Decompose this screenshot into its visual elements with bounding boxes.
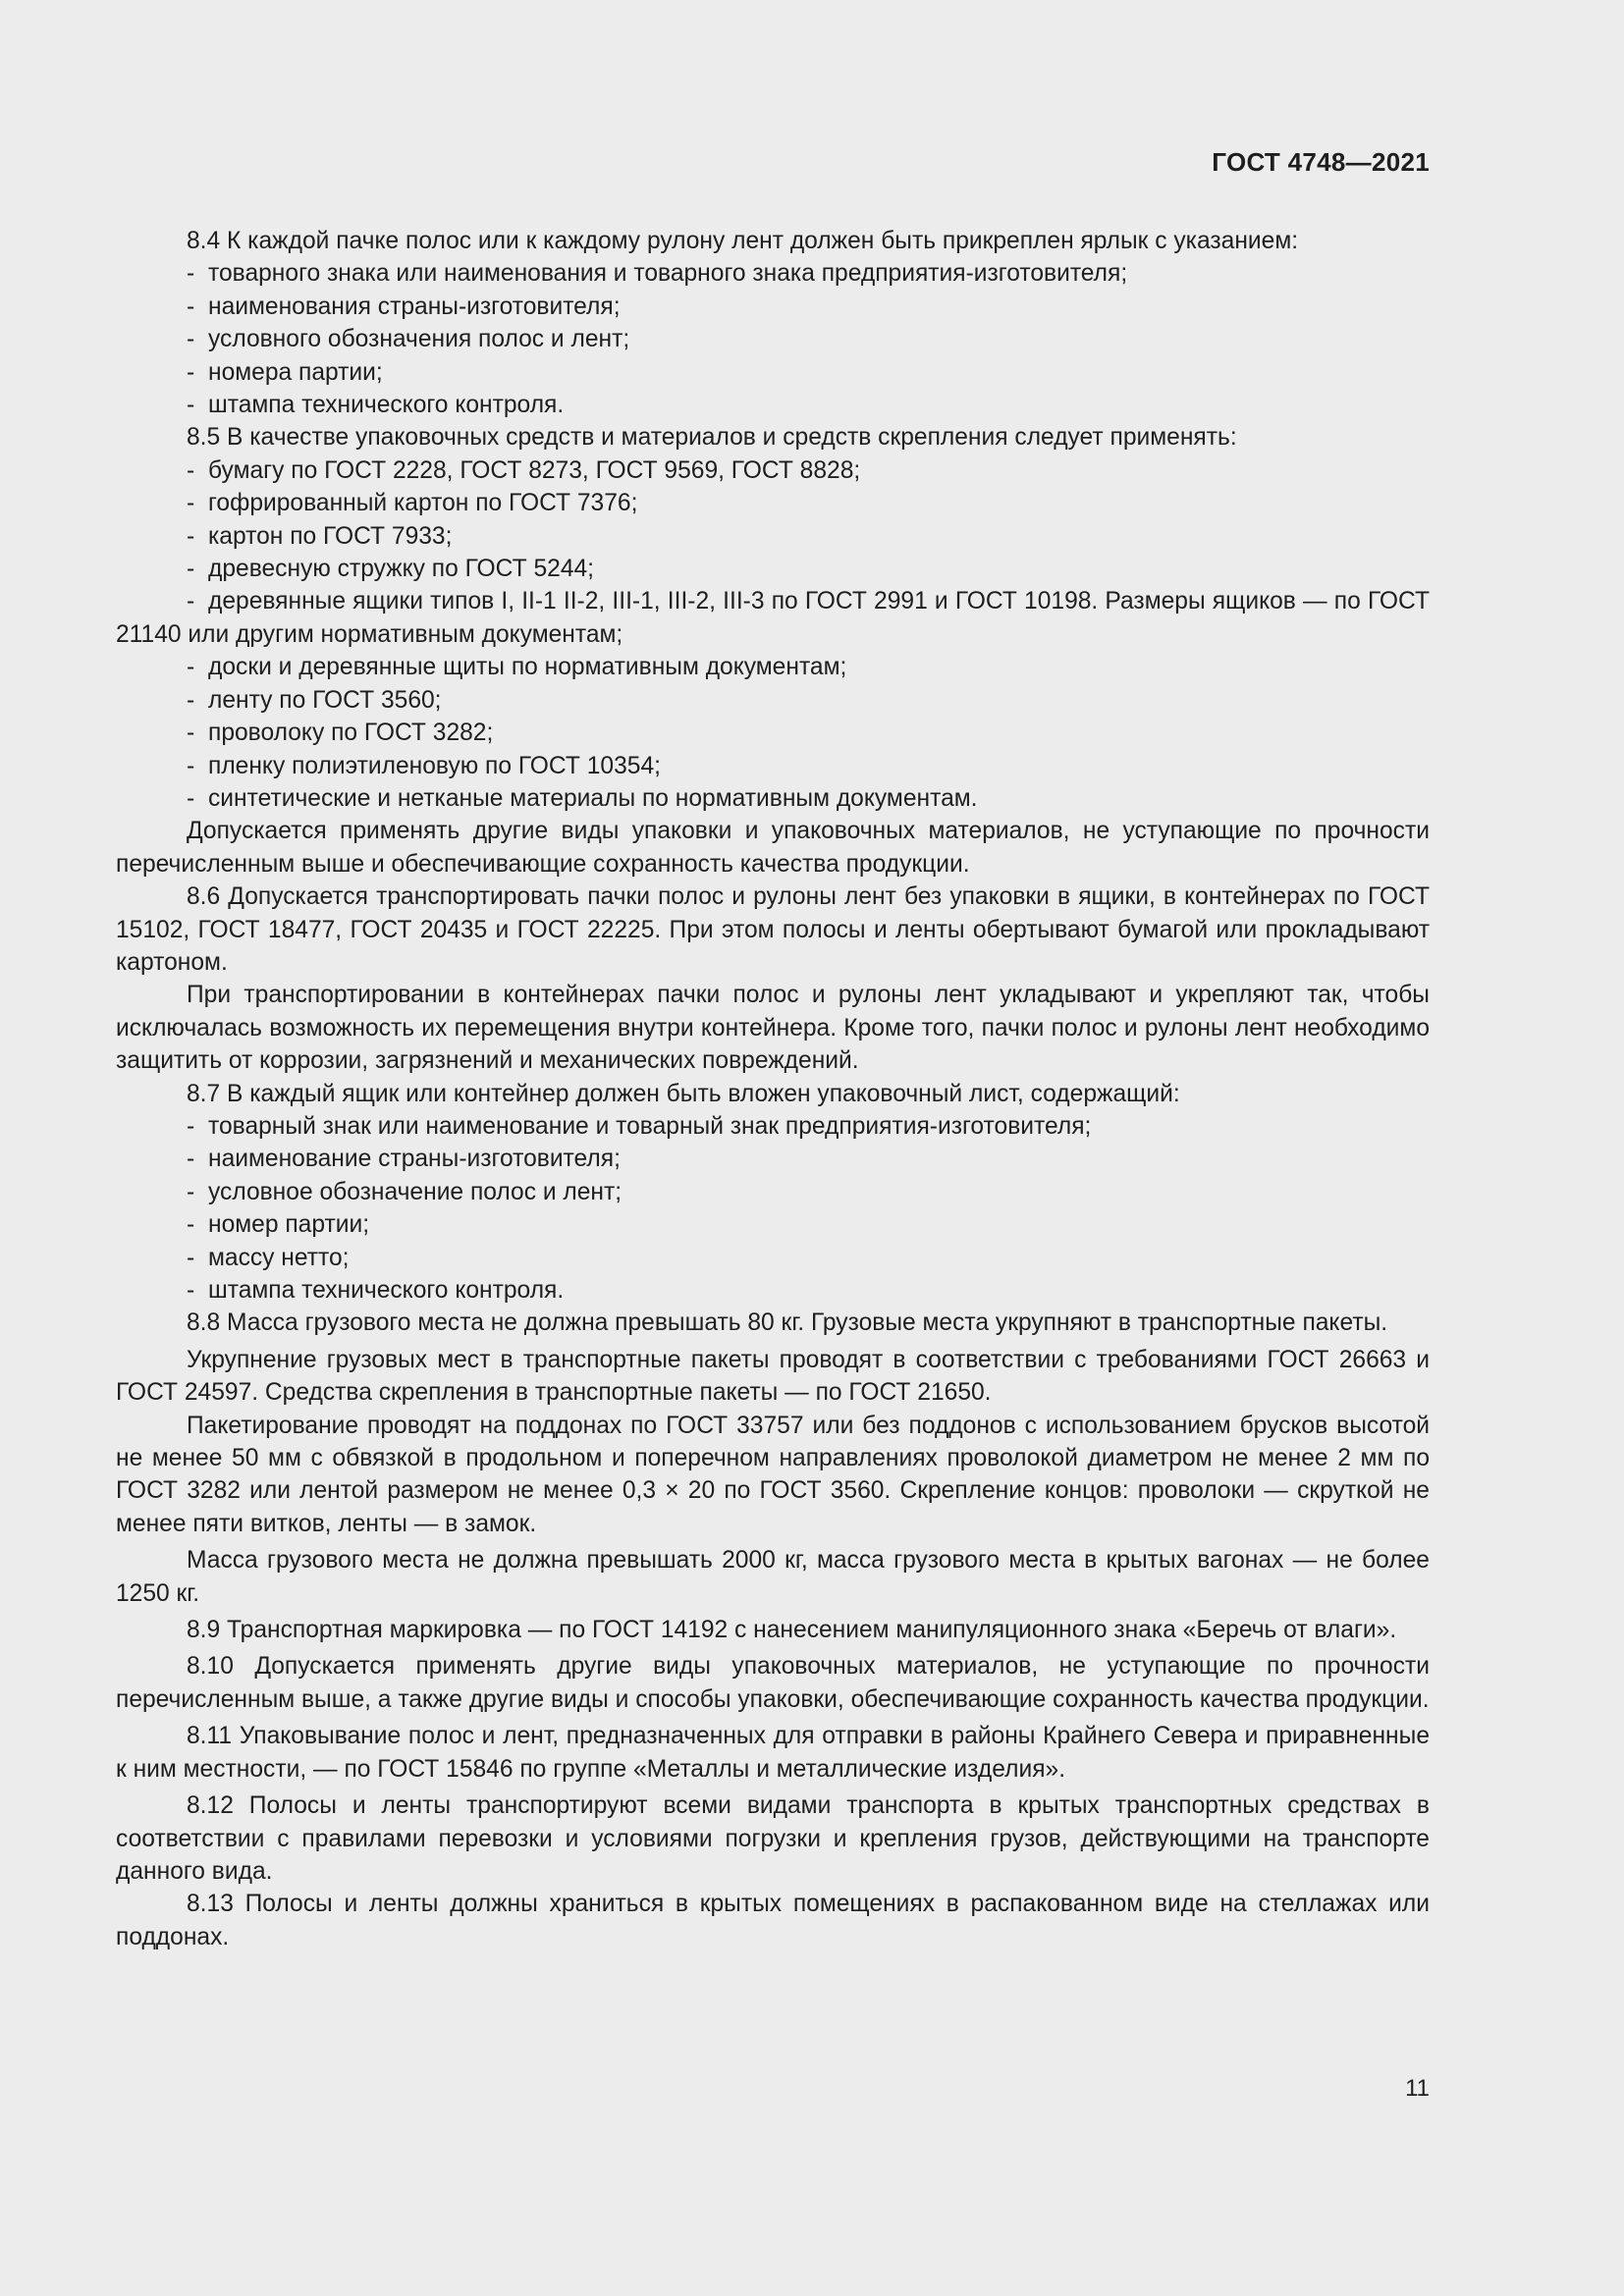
page-number: 11 bbox=[1405, 2075, 1430, 2102]
list-item: - ленту по ГОСТ 3560; bbox=[187, 686, 442, 714]
clause-8-12: 8.12 Полосы и ленты транспортируют всеми видами транспорта в крытых транспортных средствах в соответствии с правилами перевозки и условиями погрузки и крепления грузов, действующими на транспорте данного вида. bbox=[116, 1792, 1430, 1885]
clause-8-5-note: Допускается применять другие виды упаковки и упаковочных материалов, не уступающие по прочности перечисленным выше и обеспечивающие сохранность качества продукции. bbox=[116, 818, 1430, 878]
list-item: - товарного знака или наименования и товарного знака предприятия-изготовителя; bbox=[187, 260, 1128, 288]
list-item: - штампа технического контроля. bbox=[187, 1277, 565, 1304]
clause-8-9: 8.9 Транспортная маркировка — по ГОСТ 14192 с нанесением манипуляционного знака «Беречь от влаги». bbox=[187, 1617, 1397, 1644]
list-item: - доски и деревянные щиты по нормативным документам; bbox=[187, 654, 847, 681]
list-item: - товарный знак или наименование и товарный знак предприятия-изготовителя; bbox=[187, 1112, 1092, 1140]
clause-8-10: 8.10 Допускается применять другие виды упаковочных материалов, не уступающие по прочности перечисленным выше, а также другие виды и способы упаковки, обеспечивающие сохранность качества продукции. bbox=[116, 1653, 1430, 1713]
clause-8-8: 8.8 Масса грузового места не должна превышать 80 кг. Грузовые места укрупняют в транспортные пакеты. bbox=[187, 1309, 1388, 1337]
clause-8-6-paragraph: При транспортировании в контейнерах пачки полос и рулоны лент укладывают и укрепляют так, чтобы исключалась возможность их перемещения внутри контейнера. Кроме того, пачки полос и рулоны лент необходимо защитить от коррозии, загрязнений и механических повреждений. bbox=[116, 982, 1430, 1075]
list-item: - бумагу по ГОСТ 2228, ГОСТ 8273, ГОСТ 9569, ГОСТ 8828; bbox=[187, 456, 861, 484]
list-item: - условного обозначения полос и лент; bbox=[187, 326, 630, 353]
list-item: - номера партии; bbox=[187, 358, 383, 386]
list-item: - синтетические и нетканые материалы по нормативным документам. bbox=[187, 784, 978, 812]
list-item: - картон по ГОСТ 7933; bbox=[187, 522, 453, 550]
clause-8-5: 8.5 В качестве упаковочных средств и материалов и средств скрепления следует применять: bbox=[187, 424, 1237, 452]
clause-8-11: 8.11 Упаковывание полос и лент, предназначенных для отправки в районы Крайнего Севера и приравненные к ним местности, — по ГОСТ 15846 по группе «Металлы и металлические изделия». bbox=[116, 1723, 1430, 1783]
clause-8-13: 8.13 Полосы и ленты должны храниться в крытых помещениях в распакованном виде на стеллажах или поддонах. bbox=[116, 1891, 1430, 1950]
clause-8-8-paragraph: Пакетирование проводят на поддонах по ГОСТ 33757 или без поддонов с использованием брусков высотой не менее 50 мм с обвязкой в продольном и поперечном направлениях проволокой диаметром не менее 2 мм по ГОСТ 3282 или лентой размером не менее 0,3 × 20 по ГОСТ 3560. Скрепление концов: проволоки — скруткой не менее пяти витков, ленты — в замок. bbox=[116, 1412, 1430, 1537]
document-header: ГОСТ 4748—2021 bbox=[1212, 147, 1430, 177]
list-item: - условное обозначение полос и лент; bbox=[187, 1178, 623, 1205]
list-item: - наименование страны-изготовителя; bbox=[187, 1146, 621, 1173]
list-item: - штампа технического контроля. bbox=[187, 392, 565, 419]
list-item: - массу нетто; bbox=[187, 1244, 350, 1271]
list-item: - проволоку по ГОСТ 3282; bbox=[187, 720, 494, 747]
document-body bbox=[116, 225, 1430, 1953]
list-item: - деревянные ящики типов I, II-1 II-2, III-1, III-2, III-3 по ГОСТ 2991 и ГОСТ 10198. Размеры ящиков — по ГОСТ 21140 или другим нормативным документам; bbox=[116, 588, 1430, 648]
clause-8-6: 8.6 Допускается транспортировать пачки полос и рулоны лент без упаковки в ящики, в контейнерах по ГОСТ 15102, ГОСТ 18477, ГОСТ 20435 и ГОСТ 22225. При этом полосы и ленты обертывают бумагой или прокладывают картоном. bbox=[116, 883, 1430, 976]
list-item: - пленку полиэтиленовую по ГОСТ 10354; bbox=[187, 752, 661, 779]
clause-8-8-paragraph: Масса грузового места не должна превышать 2000 кг, масса грузового места в крытых вагонах — не более 1250 кг. bbox=[116, 1547, 1430, 1607]
clause-8-7: 8.7 В каждый ящик или контейнер должен быть вложен упаковочный лист, содержащий: bbox=[187, 1080, 1180, 1107]
clause-8-4: 8.4 К каждой пачке полос или к каждому рулону лент должен быть прикреплен ярлык с указанием: bbox=[187, 228, 1299, 254]
list-item: - гофрированный картон по ГОСТ 7376; bbox=[187, 490, 638, 517]
clause-8-8-paragraph: Укрупнение грузовых мест в транспортные пакеты проводят в соответствии с требованиями ГОСТ 26663 и ГОСТ 24597. Средства скрепления в транспортные пакеты — по ГОСТ 21650. bbox=[116, 1346, 1430, 1407]
list-item: - номер партии; bbox=[187, 1211, 370, 1239]
list-item: - древесную стружку по ГОСТ 5244; bbox=[187, 556, 595, 583]
list-item: - наименования страны-изготовителя; bbox=[187, 293, 621, 320]
